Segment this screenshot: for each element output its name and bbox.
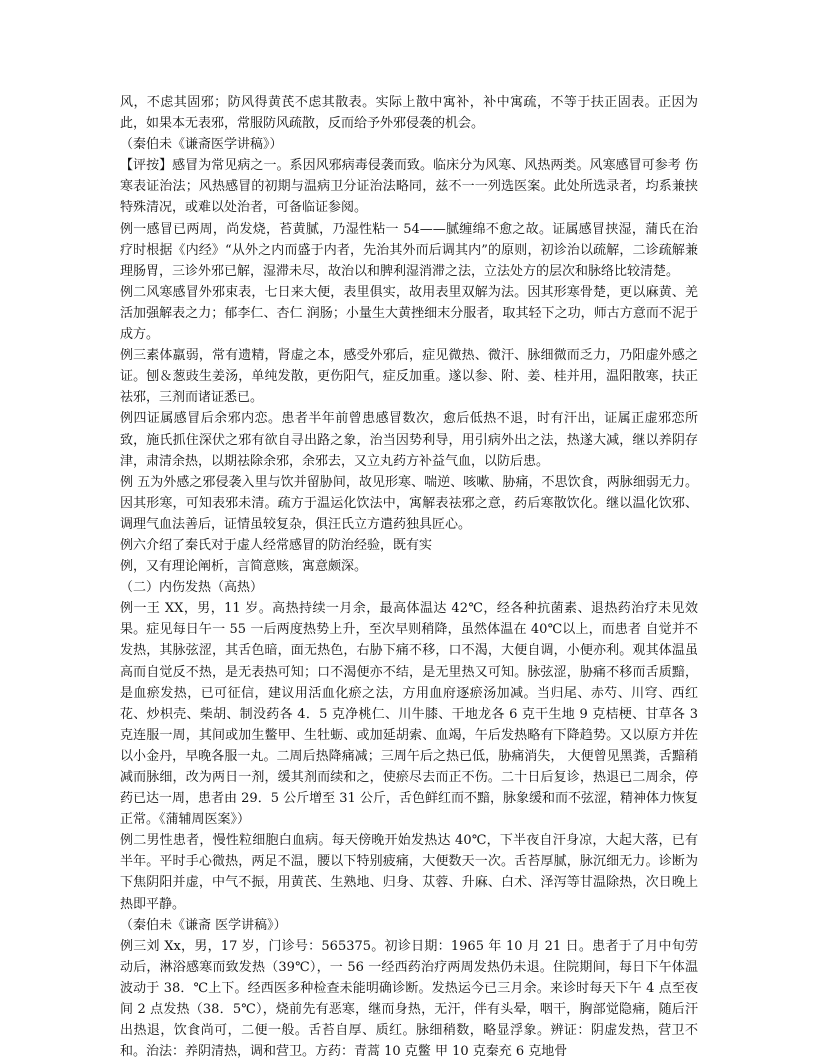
paragraph-commentary: 【评按】感冒为常见病之一。系因风邪病毒侵袭而致。临床分为风寒、风热两类。风寒感冒可参考 伤寒表证治法；风热感冒的初期与温病卫分证治法略同，兹不一一列选医案。此处所选录者，均系兼挟特殊清况，或难以处治者，可备临证参阅。 (120, 158, 698, 216)
paragraph-case-1-cold: 例一感冒已两周，尚发烧，苔黄腻，乃湿性粘一 54——腻缠绵不愈之故。证属感冒挟湿，蒲氏在治疗时根据《内经》“从外之内而盛于内者，先治其外而后调其内”的原则，初诊治以疏解，二诊疏解兼理肠胃，三诊外邪已解，湿滞未尽，故治以和脾利湿消滞之法，立法处方的层次和脉络比较清楚。 (120, 221, 698, 279)
paragraph-fever-case-2: 例二男性患者，慢性粒细胞白血病。每天傍晚开始发热达 40℃，下半夜自汗身凉，大起大落，已有半年。平时手心微热，两足不温，腰以下特别疲痛，大便数天一次。舌苔厚腻，脉沉细无力。诊断为下焦阴阳并虚，中气不振，用黄芪、生熟地、归身、苁蓉、升麻、白术、泽泻等甘温除热，次日晚上热即平静。 (120, 833, 698, 912)
paragraph-case-3-cold: 例三素体羸弱，常有遗精，肾虚之本，感受外邪后，症见微热、微汗、脉细微而乏力，乃阳虚外感之证。刨＆葱豉生姜汤，单纯发散，更伤阳气，症反加重。遂以参、附、姜、桂并用，温阳散寒，扶正祛邪，三剂而诸证悉已。 (120, 348, 698, 406)
citation-qin-bowei-2: （秦伯未《谦斋 医学讲稿》） (120, 917, 287, 933)
paragraph-fever-case-3: 例三刘 Xx，男，17 岁，门诊号：565375。初诊日期：1965 年 10 月 21 日。患者于了月中旬劳动后，淋浴感寒而致发热（39℃），一 56 一经西药治疗两周发热仍未退。住院期间，每日下午体温波动于 38．℃上下。经西医多种检查未能明确诊断。发热运今已三月余。来诊时每天下午 4 点至夜间 2 点发热（38．5℃），烧前先有恶寒，继而身热，无汗，伴有头晕，咽干，胸部觉隐痛，随后汗出热退，饮食尚可，二便一般。舌苔自厚、质红。脉细稍数，略显浮象。辨证：阴虚发热，营卫不和。治法：养阴清热，调和营卫。方药：青蒿 10 克鳖 甲 10 克秦充 6 克地骨 (120, 938, 698, 1060)
paragraph-case-5-cold: 例 五为外感之邪侵袭入里与饮并留胁间，故见形寒、喘逆、咳嗽、胁痛，不思饮食，两脉细弱无力。因其形寒，可知表邪未清。疏方于温运化饮法中，寓解表祛邪之意，药后寒散饮化。继以温化饮邪、调理气血法善后，证情虽较复杂，俱汪氏立方遣药独具匠心。 (120, 474, 698, 532)
citation-qin-bowei-1: （秦伯未《谦斋医学讲稿》） (120, 137, 283, 153)
section-heading-internal-fever: （二）内伤发热（高热） (120, 580, 264, 596)
paragraph-case-4-cold: 例四证属感冒后余邪内恋。患者半年前曾患感冒数次，愈后低热不退，时有汗出，证属正虚邪恋所致，施氏抓住深伏之邪有欲自寻出路之象，治当因势利导，用引病外出之法，热遂大减，继以养阴存津，肃清余热，以期祛除余邪，余邪去，又立丸药方补益气血，以防后患。 (120, 411, 698, 469)
document-page (120, 92, 698, 1062)
paragraph-case-6-cold-part2: 例，又有理论阐析，言简意赅，寓意颇深。 (120, 559, 368, 575)
paragraph-fever-case-1: 例一王 XX，男，11 岁。高热持续一月余，最高体温达 42℃，经各种抗菌素、退热药治疗未见效果。症见每日午一 55 一后两度热势上升，至次早则稍降，虽然体温在 40℃以上，而患者 自觉并不发热，其脉弦涩，其舌色暗，面无热色，右胁下痛不移，口不渴，大便自调，小便亦利。观其体温虽高而自觉反不热，是无表热可知；口不渴便亦不结，是无里热又可知。脉弦涩，胁痛不移而舌质黯，是血瘀发热，已可征信，建议用活血化瘀之法，方用血府逐瘀汤加减。当归尾、赤芍、川穹、西红花、炒枳壳、柴胡、制没药各 4．5 克净桃仁、川牛膝、干地龙各 6 克干生地 9 克桔梗、甘草各 3 克连服一周，其间或加生鳖甲、生牡蛎、或加延胡索、血竭，午后发热略有下降趋势。又以原方并佐以小金丹，早晚各服一丸。二周后热降痛减；三周午后之热已低，胁痛消失， 大便曾见黑粪，舌黯稍减而脉细，改为两日一剂，缓其剂而续和之，使瘀尽去而正不伤。二十日后复诊，热退已二周余，停药已达一周，患者由 29．5 公斤增至 31 公斤，舌色鲜红而不黯，脉象缓和而不弦涩，精神体力恢复正常。《蒲辅周医案》） (120, 601, 698, 828)
paragraph-case-2-cold: 例二风寒感冒外邪束表，七日来大便，表里俱实，故用表里双解为法。因其形寒骨楚，更以麻黄、羌活加强解表之力；郁李仁、杏仁 润肠；小量生大黄挫细末分服者，取其轻下之功，师古方意而不泥于成方。 (120, 284, 698, 343)
paragraph-case-6-cold-part1: 例六介绍了秦氏对于虚人经常感冒的防治经验，既有实 (120, 537, 433, 553)
paragraph-fangfeng-note: 风，不虑其固邪；防风得黄芪不虑其散表。实际上散中寓补，补中寓疏，不等于扶正固表。正因为此，如果本无表邪，常服防风疏散，反而给予外邪侵袭的机会。 (120, 95, 698, 132)
